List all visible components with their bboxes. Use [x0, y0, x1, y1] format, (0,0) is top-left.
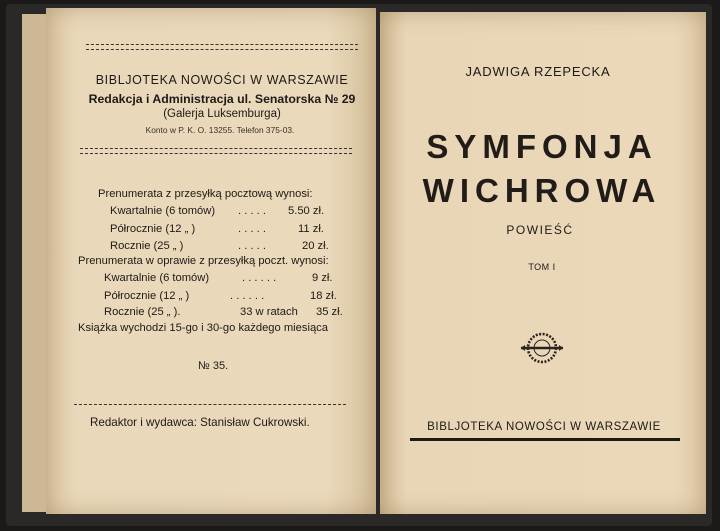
issue-number: № 35. — [198, 360, 229, 372]
subscription-heading-1: Prenumerata z przesyłką pocztową wynosi: — [98, 188, 313, 200]
publication-schedule: Książka wychodzi 15-go i 30-go każdego miesiąca — [78, 322, 328, 334]
gallery-name: (Galerja Luksemburga) — [163, 108, 281, 120]
mid-dotted-rule — [80, 148, 352, 154]
row-label: Kwartalnie (6 tomów) — [104, 272, 210, 284]
subscription-heading-2: Prenumerata w oprawie z przesyłką poczt. wynosi: — [78, 255, 329, 267]
publisher-name: BIBLJOTEKA NOWOŚCI W WARSZAWIE — [427, 421, 661, 433]
subscription-row — [110, 223, 324, 235]
volume-label: TOM I — [528, 262, 556, 272]
library-name: BIBLJOTEKA NOWOŚCI W WARSZAWIE — [95, 73, 349, 87]
editor-credit: Redaktor i wydawca: Stanisław Cukrowski. — [90, 416, 310, 429]
publisher-emblem-icon — [519, 330, 565, 366]
subscription-row — [110, 205, 325, 217]
author-name: JADWIGA RZEPECKA — [465, 64, 611, 79]
title-line-2: WICHROWA — [422, 172, 662, 209]
account-phone: Konto w P. K. O. 13255. Telefon 375-03. — [145, 125, 295, 135]
row-price: 18 zł. — [310, 290, 337, 302]
subscription-row — [104, 306, 343, 318]
row-price: 35 zł. — [316, 306, 343, 318]
genre-label: POWIEŚĆ — [506, 223, 574, 237]
row-price: 5.50 zł. — [288, 205, 325, 217]
subscription-row — [104, 290, 337, 302]
row-price: 11 zł. — [298, 223, 324, 235]
bottom-rule — [74, 404, 346, 405]
row-label: Rocznie (25 „ ) — [110, 240, 184, 252]
editorial-address: Redakcja i Administracja ul. Senatorska № 29 — [88, 92, 356, 106]
row-label: Kwartalnie (6 tomów) — [110, 205, 216, 217]
row-label: Półrocznie (12 „ ) — [104, 290, 190, 302]
row-price: 9 zł. — [312, 272, 333, 284]
top-dotted-rule — [86, 44, 358, 50]
row-dots: . . . . . — [238, 240, 266, 252]
row-label: Rocznie (25 „ ). — [104, 306, 181, 318]
row-dots: . . . . . — [238, 223, 266, 235]
row-label: Półrocznie (12 „ ) — [110, 223, 196, 235]
subscription-row — [104, 272, 333, 284]
subscription-row — [110, 240, 329, 252]
row-price: 20 zł. — [302, 240, 329, 252]
row-dots: . . . . . . — [242, 272, 277, 284]
row-dots: 33 w ratach — [240, 306, 298, 318]
row-dots: . . . . . . — [230, 290, 265, 302]
publisher-rule — [410, 438, 680, 441]
row-dots: . . . . . — [238, 205, 266, 217]
title-line-1: SYMFONJA — [426, 128, 658, 165]
